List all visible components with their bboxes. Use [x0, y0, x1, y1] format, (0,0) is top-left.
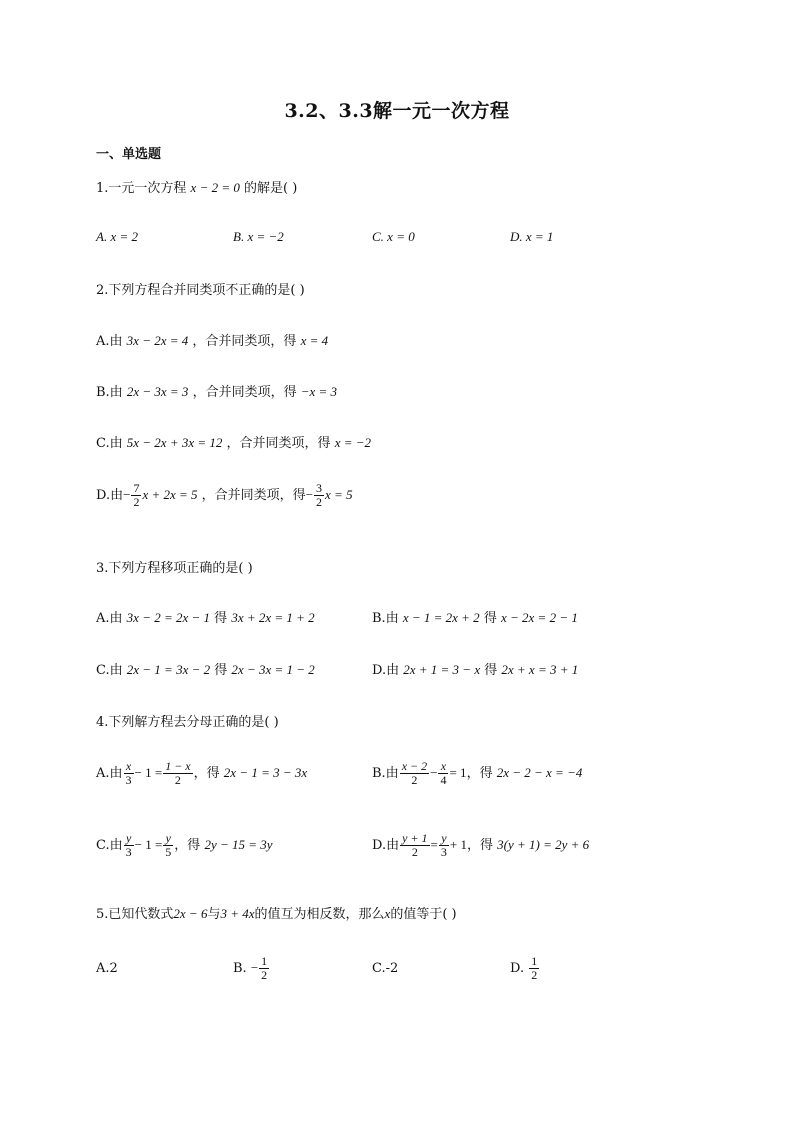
option-equation: + 1 — [449, 837, 467, 853]
fraction — [529, 955, 539, 982]
option-text: ，得 — [466, 766, 493, 782]
minus-sign: − — [305, 487, 314, 503]
fraction-denominator: 2 — [531, 968, 538, 983]
question-3-stem: 3.下列方程移项正确的是( ) — [96, 561, 253, 576]
question-3-option-a[interactable] — [96, 607, 315, 626]
fraction-denominator: 3 — [440, 845, 447, 860]
option-equation: = 1 — [449, 765, 467, 781]
question-5-text: 与 — [207, 907, 221, 922]
option-equation: 2x − 1 = 3x − 2 — [126, 662, 211, 677]
option-prefix: A.由 — [96, 766, 123, 782]
question-1 — [96, 177, 297, 196]
fraction — [439, 832, 449, 859]
question-2-option-d[interactable] — [96, 482, 353, 509]
option-result: 3(y + 1) = 2y + 6 — [497, 837, 590, 853]
question-4-option-d[interactable] — [372, 832, 589, 859]
option-result: 2x − 3x = 1 − 2 — [231, 662, 315, 677]
option-prefix: D.由 — [372, 838, 400, 854]
question-1-option-b[interactable]: B. x = −2 — [233, 229, 284, 244]
fraction-numerator: y — [439, 832, 449, 846]
fraction-denominator: 2 — [133, 495, 140, 510]
question-1-option-d[interactable]: D. x = 1 — [510, 229, 554, 244]
option-result: x = 4 — [300, 333, 329, 348]
option-text: ，得 — [174, 838, 201, 854]
option-equation: 3x − 2 = 2x − 1 — [126, 610, 211, 625]
option-text: ，合并同类项，得 — [226, 436, 331, 451]
fraction — [124, 832, 134, 859]
fraction — [259, 955, 269, 982]
option-equation: − 1 = — [134, 765, 163, 781]
fraction — [438, 760, 448, 787]
option-result: 2x − 2 − x = −4 — [496, 765, 583, 781]
minus-sign: − — [250, 960, 259, 976]
question-1-equation: x − 2 = 0 — [190, 180, 240, 195]
option-prefix: B.由 — [372, 611, 399, 626]
minus-sign: − — [123, 487, 131, 503]
option-prefix: D.由 — [372, 663, 400, 678]
question-4-option-a[interactable] — [96, 760, 307, 787]
question-5-text: 5.已知代数式 — [96, 907, 174, 922]
question-2-stem: 2.下列方程合并同类项不正确的是( ) — [96, 283, 305, 298]
option-result: −x = 3 — [300, 384, 338, 399]
section-heading: 一、单选题 — [96, 147, 162, 162]
option-result: 2y − 15 = 3y — [204, 837, 273, 853]
option-result: 2x + x = 3 + 1 — [501, 662, 579, 677]
fraction-numerator: y — [163, 832, 173, 846]
question-2-option-b[interactable] — [96, 381, 337, 400]
fraction — [314, 482, 324, 509]
fraction-denominator: 2 — [261, 968, 268, 983]
option-text: ，得 — [193, 766, 220, 782]
fraction — [131, 482, 141, 509]
option-equation: − — [430, 765, 438, 781]
option-result: 3x + 2x = 1 + 2 — [231, 610, 315, 625]
option-equation: 3x − 2x = 4 — [126, 333, 189, 348]
question-2-option-c[interactable] — [96, 432, 371, 451]
option-equation: = — [430, 837, 438, 853]
expression: 3 + 4x — [220, 906, 255, 921]
question-4-option-b[interactable] — [372, 760, 582, 787]
fraction-denominator: 3 — [125, 773, 132, 788]
question-5-option-a[interactable]: A.2 — [96, 961, 118, 976]
fraction-numerator: y — [124, 832, 134, 846]
question-5-stem — [96, 903, 457, 922]
question-3-option-b[interactable] — [372, 607, 578, 626]
question-5-text: 的值互为相反数，那么 — [254, 907, 385, 922]
fraction-numerator: 1 — [531, 954, 538, 968]
question-4-stem: 4.下列解方程去分母正确的是( ) — [96, 715, 279, 730]
fraction-denominator: 4 — [440, 773, 447, 788]
fraction — [400, 760, 429, 787]
question-3-option-c[interactable] — [96, 659, 315, 678]
question-1-tail: 的解是( ) — [244, 181, 298, 196]
question-1-stem: 1.一元一次方程 — [96, 181, 187, 196]
option-equation: 2x + 1 = 3 − x — [403, 662, 481, 677]
option-prefix: A.由 — [96, 611, 123, 626]
option-prefix: C.由 — [96, 663, 123, 678]
fraction — [400, 832, 429, 859]
option-text: 得 — [483, 611, 497, 626]
fraction-denominator: 2 — [411, 845, 418, 860]
fraction-numerator: x − 2 — [401, 759, 428, 773]
question-4-option-c[interactable] — [96, 832, 273, 859]
expression: 2x − 6 — [173, 906, 208, 921]
option-equation: 5x − 2x + 3x = 12 — [126, 435, 223, 450]
fraction — [163, 760, 192, 787]
option-prefix: D. — [510, 961, 525, 977]
option-result: x = 5 — [325, 487, 353, 503]
option-text: ，合并同类项，得 — [192, 385, 297, 400]
fraction-denominator: 2 — [316, 495, 323, 510]
option-text: ，得 — [466, 838, 493, 854]
fraction-denominator: 2 — [411, 773, 418, 788]
option-equation: x + 2x = 5 — [142, 487, 198, 503]
fraction-numerator: y + 1 — [402, 831, 428, 845]
option-text: ，合并同类项，得 — [192, 334, 297, 349]
option-prefix: D.由 — [96, 488, 124, 504]
option-text: ，合并同类项，得 — [201, 488, 306, 504]
fraction-numerator: 1 — [261, 954, 268, 968]
fraction-numerator: 1 − x — [165, 759, 191, 773]
question-5-option-c[interactable]: C.-2 — [372, 961, 399, 976]
option-equation: − 1 = — [134, 837, 163, 853]
fraction-denominator: 2 — [174, 773, 181, 788]
option-prefix: C.由 — [96, 838, 123, 854]
option-result: x = −2 — [334, 435, 372, 450]
question-3-option-d[interactable] — [372, 659, 578, 678]
option-result: 2x − 1 = 3 − 3x — [223, 765, 308, 781]
fraction-numerator: x — [438, 760, 448, 774]
fraction-denominator: 5 — [165, 845, 172, 860]
fraction-numerator: 7 — [133, 481, 140, 495]
option-equation: 2x − 3x = 3 — [126, 384, 189, 399]
question-5-option-b[interactable] — [233, 955, 270, 982]
option-text: 得 — [214, 663, 228, 678]
question-5-option-d[interactable] — [510, 955, 540, 982]
option-prefix: A.由 — [96, 334, 123, 349]
fraction-numerator: 3 — [316, 481, 323, 495]
question-5-text: 的值等于( ) — [390, 907, 457, 922]
option-result: x − 2x = 2 − 1 — [500, 610, 578, 625]
question-2-option-a[interactable] — [96, 330, 328, 349]
option-prefix: B. — [233, 961, 247, 977]
fraction — [163, 832, 173, 859]
fraction-numerator: x — [124, 760, 134, 774]
question-1-option-a[interactable]: A. x = 2 — [96, 229, 138, 244]
page-title: 3.2、3.3解一元一次方程 — [284, 100, 510, 122]
option-text: 得 — [214, 611, 228, 626]
option-equation: x − 1 = 2x + 2 — [402, 610, 480, 625]
variable: x — [384, 906, 391, 921]
option-prefix: B.由 — [372, 766, 399, 782]
option-prefix: B.由 — [96, 385, 123, 400]
option-prefix: C.由 — [96, 436, 123, 451]
question-1-option-c[interactable]: C. x = 0 — [372, 229, 415, 244]
fraction-denominator: 3 — [125, 845, 132, 860]
fraction — [124, 760, 134, 787]
option-text: 得 — [484, 663, 498, 678]
